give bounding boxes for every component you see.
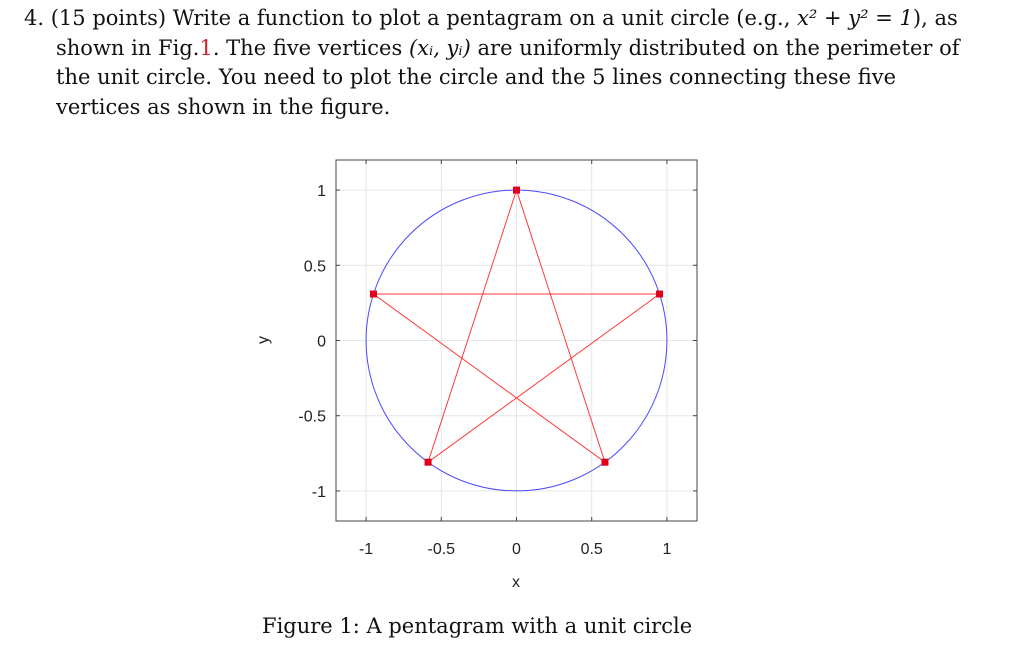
x-tick-label: 0: [512, 541, 521, 558]
x-tick-label: 0.5: [580, 541, 603, 558]
vertex-marker: [601, 459, 608, 466]
problem-number: 4.: [24, 6, 45, 30]
y-tick-label: 0: [317, 333, 326, 351]
problem-text-e: are uniformly distributed on the perimeter of the unit circle. You need to plot the circle and the 5 lines connecting these five vertices as shown in the figure.: [56, 35, 960, 119]
figure-reference[interactable]: 1: [199, 35, 213, 60]
vertex-notation: (xᵢ, yᵢ): [408, 35, 471, 60]
vertex-marker: [370, 291, 377, 298]
problem-text-c: as shown in Fig.: [56, 6, 958, 60]
vertex-marker: [513, 187, 520, 194]
x-tick-label: 1: [662, 541, 672, 558]
y-axis-label: y: [255, 336, 272, 344]
x-tick-label: -0.5: [427, 541, 456, 558]
vertex-marker: [656, 291, 663, 298]
problem-text-b: ),: [912, 6, 928, 30]
problem-text-d: . The five vertices: [212, 35, 403, 60]
y-tick-labels: [298, 183, 326, 501]
problem-points: (15 points): [50, 6, 167, 30]
y-tick-label: 1: [317, 183, 326, 201]
problem-text-a: Write a function to plot a pentagram on a unit circle (e.g.,: [172, 6, 791, 30]
y-tick-label: 0.5: [303, 258, 326, 276]
vertex-marker: [425, 459, 432, 466]
figure-caption: Figure 1: A pentagram with a unit circle: [262, 614, 693, 638]
y-tick-label: -1: [311, 483, 326, 501]
y-tick-label: -0.5: [298, 408, 326, 426]
x-axis-label: x: [512, 574, 520, 591]
x-tick-label: -1: [358, 541, 374, 558]
x-tick-labels: [359, 541, 671, 558]
circle-equation: x² + y² = 1: [797, 6, 913, 30]
grid-lines: [336, 160, 697, 521]
